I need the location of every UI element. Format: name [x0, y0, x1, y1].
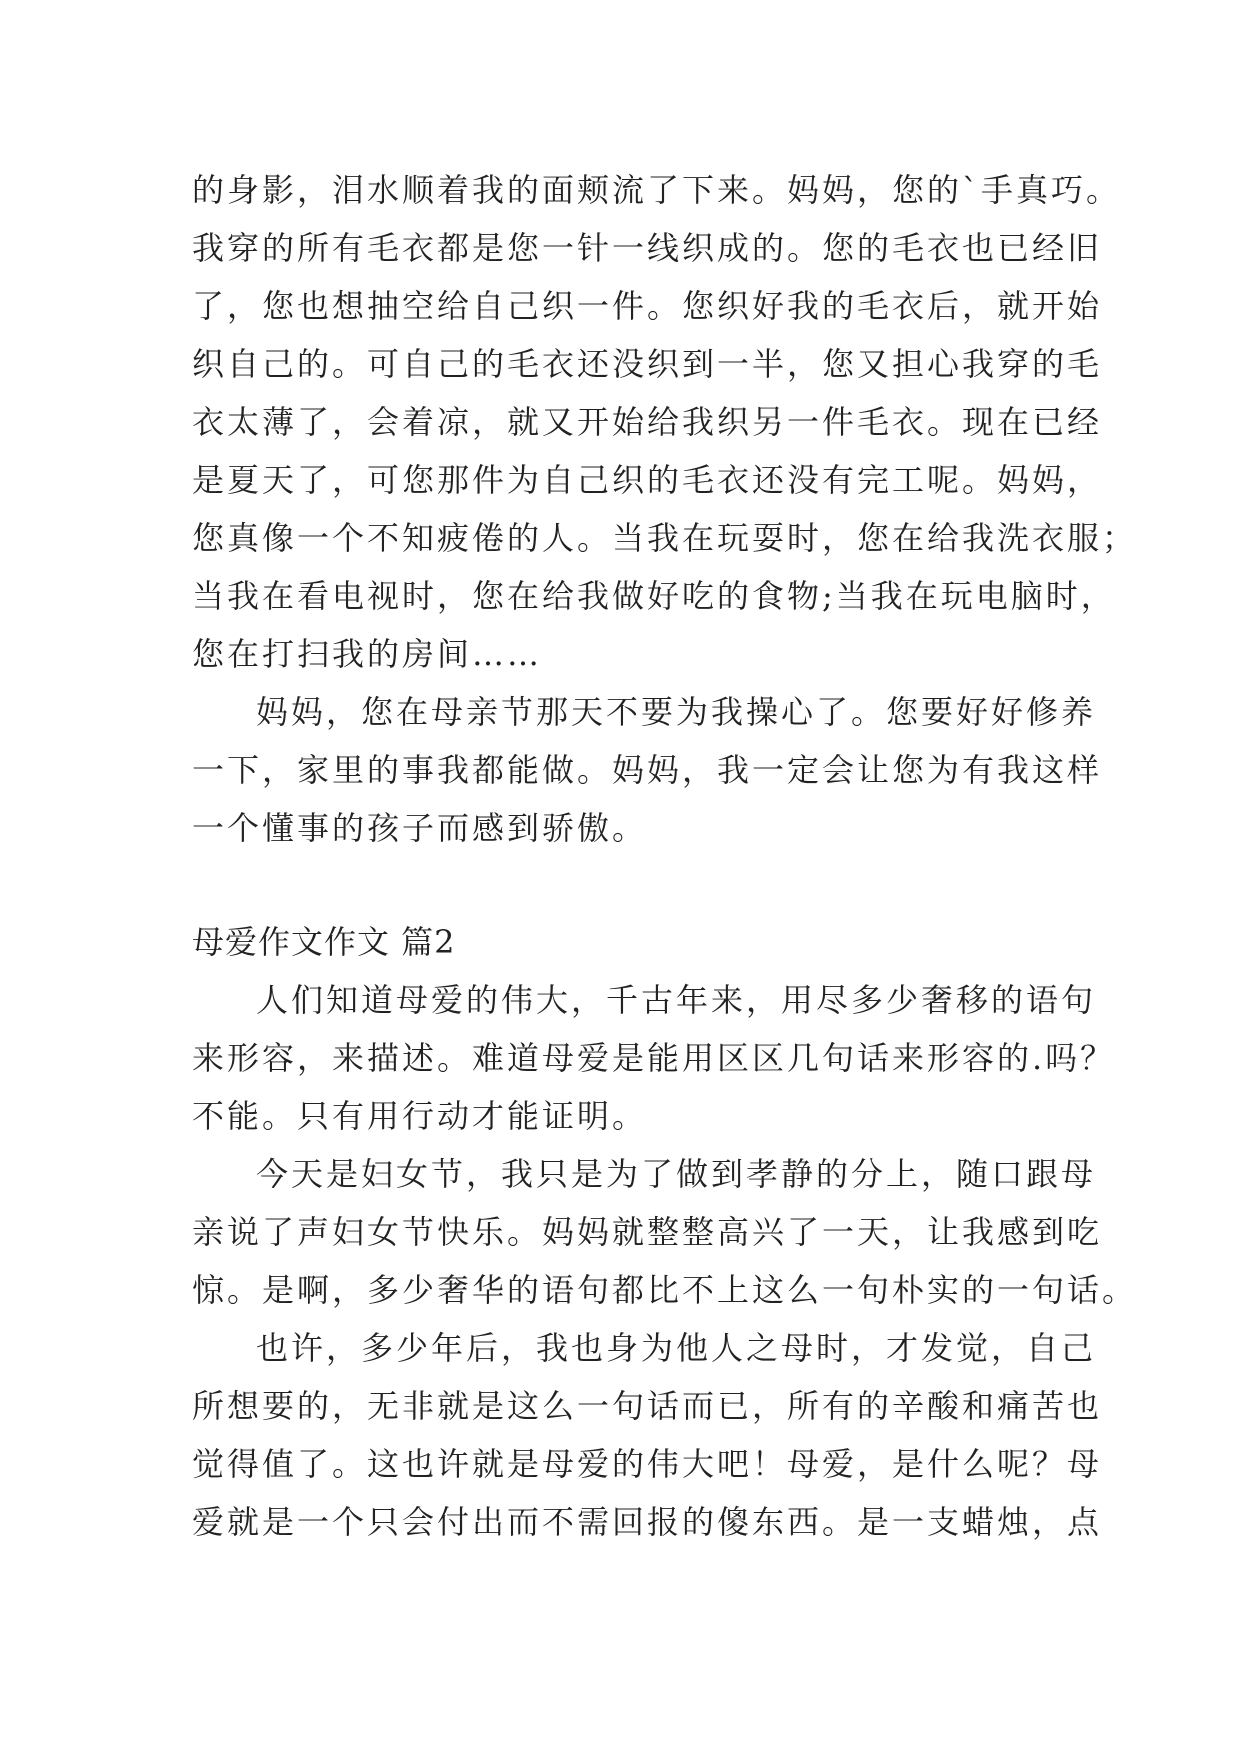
- body-line: 来形容，来描述。难道母爱是能用区区几句话来形容的.吗？: [192, 1039, 1116, 1077]
- body-line: 衣太薄了，会着凉，就又开始给我织另一件毛衣。现在已经: [192, 403, 1103, 441]
- body-line: 我穿的所有毛衣都是您一针一线织成的。您的毛衣也已经旧: [192, 229, 1103, 267]
- body-line: 惊。是啊，多少奢华的语句都比不上这么一句朴实的一句话。: [192, 1271, 1138, 1309]
- body-line: 所想要的，无非就是这么一句话而已，所有的辛酸和痛苦也: [192, 1387, 1103, 1425]
- body-line: 不能。只有用行动才能证明。: [192, 1097, 648, 1135]
- body-line: 是夏天了，可您那件为自己织的毛衣还没有完工呢。妈妈，: [192, 461, 1103, 499]
- body-line: 也许，多少年后，我也身为他人之母时，才发觉，自己: [256, 1329, 1097, 1367]
- body-line: 当我在看电视时，您在给我做好吃的食物;当我在玩电脑时，: [192, 577, 1116, 615]
- body-line: 的身影，泪水顺着我的面颊流了下来。妈妈，您的`手真巧。: [192, 171, 1122, 209]
- section-heading: 母爱作文作文 篇2: [192, 923, 456, 961]
- body-line: 亲说了声妇女节快乐。妈妈就整整高兴了一天，让我感到吃: [192, 1213, 1103, 1251]
- body-line: 您真像一个不知疲倦的人。当我在玩耍时，您在给我洗衣服；: [192, 519, 1138, 557]
- body-line: 今天是妇女节，我只是为了做到孝静的分上，随口跟母: [256, 1155, 1097, 1193]
- body-line: 一下，家里的事我都能做。妈妈，我一定会让您为有我这样: [192, 751, 1103, 789]
- body-line: 爱就是一个只会付出而不需回报的傻东西。是一支蜡烛，点: [192, 1503, 1103, 1541]
- body-line: 人们知道母爱的伟大，千古年来，用尽多少奢移的语句: [256, 981, 1097, 1019]
- body-line: 觉得值了。这也许就是母爱的伟大吧！母爱，是什么呢？母: [192, 1445, 1103, 1483]
- body-line: 您在打扫我的房间……: [192, 635, 543, 673]
- body-line: 妈妈，您在母亲节那天不要为我操心了。您要好好修养: [256, 693, 1097, 731]
- body-line: 了，您也想抽空给自己织一件。您织好我的毛衣后，就开始: [192, 287, 1103, 325]
- body-line: 织自己的。可自己的毛衣还没织到一半，您又担心我穿的毛: [192, 345, 1103, 383]
- body-line: 一个懂事的孩子而感到骄傲。: [192, 809, 648, 847]
